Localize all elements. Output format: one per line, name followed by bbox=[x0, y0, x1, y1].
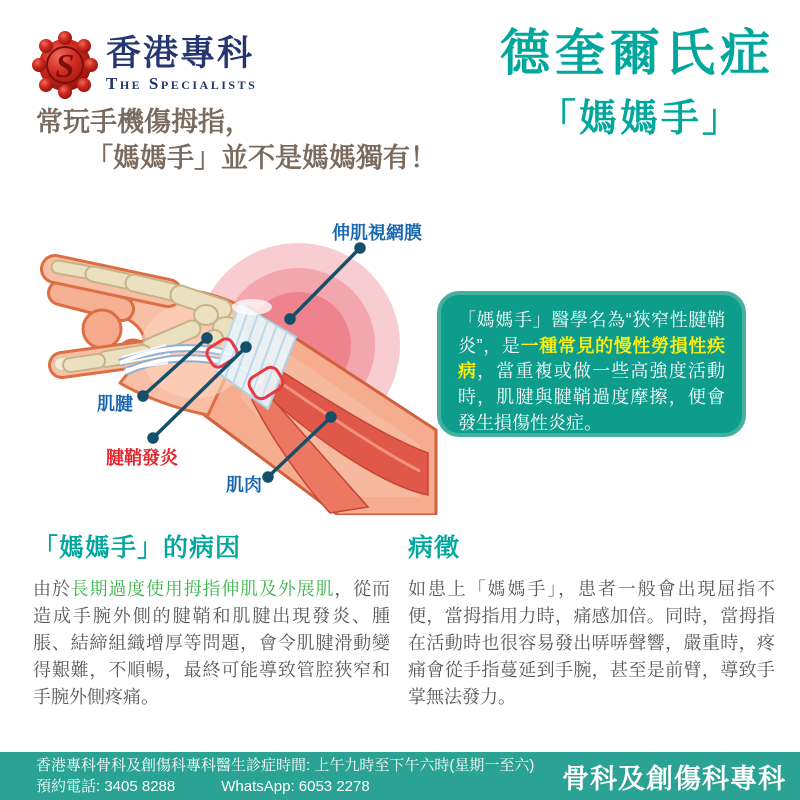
symptoms-heading: 病徵 bbox=[408, 534, 461, 562]
symptoms-body: 如患上「媽媽手」，患者一般會出現屈指不便，當拇指用力時，痛感加倍。同時，當拇指在活動時也很容易發出哢哢聲響，嚴重時，疼痛會從手指蔓延到手腕，甚至是前臂，導致手掌無法發力。 bbox=[408, 579, 775, 707]
causes-body-highlight: 長期過度使用拇指伸肌及外展肌 bbox=[70, 579, 335, 599]
page-subtitle: 「媽媽手」 bbox=[537, 98, 743, 140]
label-tendon: 肌腱 bbox=[97, 394, 133, 414]
info-box-text-highlight: 一種常見的慢性勞損性疾病 bbox=[458, 335, 726, 382]
footer-department: 骨科及創傷科專科 bbox=[562, 763, 786, 794]
brand-name-en: The Specialists bbox=[106, 73, 258, 93]
causes-body-pre: 由於 bbox=[33, 579, 71, 599]
wax-seal-s-icon bbox=[32, 28, 98, 102]
label-extensor-retinaculum: 伸肌視網膜 bbox=[332, 223, 422, 243]
footer-whatsapp: WhatsApp: 6053 2278 bbox=[221, 778, 370, 795]
tagline-line1: 常玩手機傷拇指， bbox=[36, 107, 252, 137]
brand-name-zh: 香港專科 bbox=[106, 34, 255, 74]
title-block bbox=[430, 26, 775, 142]
svg-text:S: S bbox=[55, 48, 75, 85]
section-causes bbox=[33, 528, 390, 711]
content-sections bbox=[33, 528, 775, 711]
causes-heading: 「媽媽手」的病因 bbox=[33, 534, 242, 562]
info-box-text-post: ，當重複或做一些高強度活動時，肌腱與腱鞘過度摩擦，便會發生損傷性炎症。 bbox=[458, 361, 726, 433]
info-box-text-pre: 「媽媽手」醫學名為“狹窄性腱鞘炎”，是 bbox=[458, 310, 725, 356]
footer-contact-info bbox=[36, 755, 534, 797]
footer-bar bbox=[0, 752, 800, 800]
causes-body-post: ，從而造成手腕外側的腱鞘和肌腱出現發炎、腫脹、結締組織增厚等問題，會令肌腱滑動變得艱難，不順暢，最終可能導致管腔狹窄和手腕外側疼痛。 bbox=[33, 579, 391, 707]
definition-info-box bbox=[437, 291, 746, 437]
footer-phone: 預約電話: 3405 8288 bbox=[36, 778, 176, 795]
page-title: 德奎爾氏症 bbox=[500, 25, 775, 81]
tagline-line2: 「媽媽手」並不是媽媽獨有！ bbox=[86, 143, 437, 174]
causes-body bbox=[33, 576, 390, 711]
label-muscle: 肌肉 bbox=[226, 475, 262, 495]
brand-logo bbox=[32, 28, 257, 102]
tagline bbox=[36, 104, 437, 177]
section-symptoms bbox=[408, 528, 775, 711]
footer-contacts bbox=[36, 776, 534, 797]
label-tendon-sheath-inflammation: 腱鞘發炎 bbox=[106, 448, 178, 468]
footer-hours: 香港專科骨科及創傷科專科醫生診症時間: 上午九時至下午六時(星期一至六) bbox=[36, 757, 535, 774]
